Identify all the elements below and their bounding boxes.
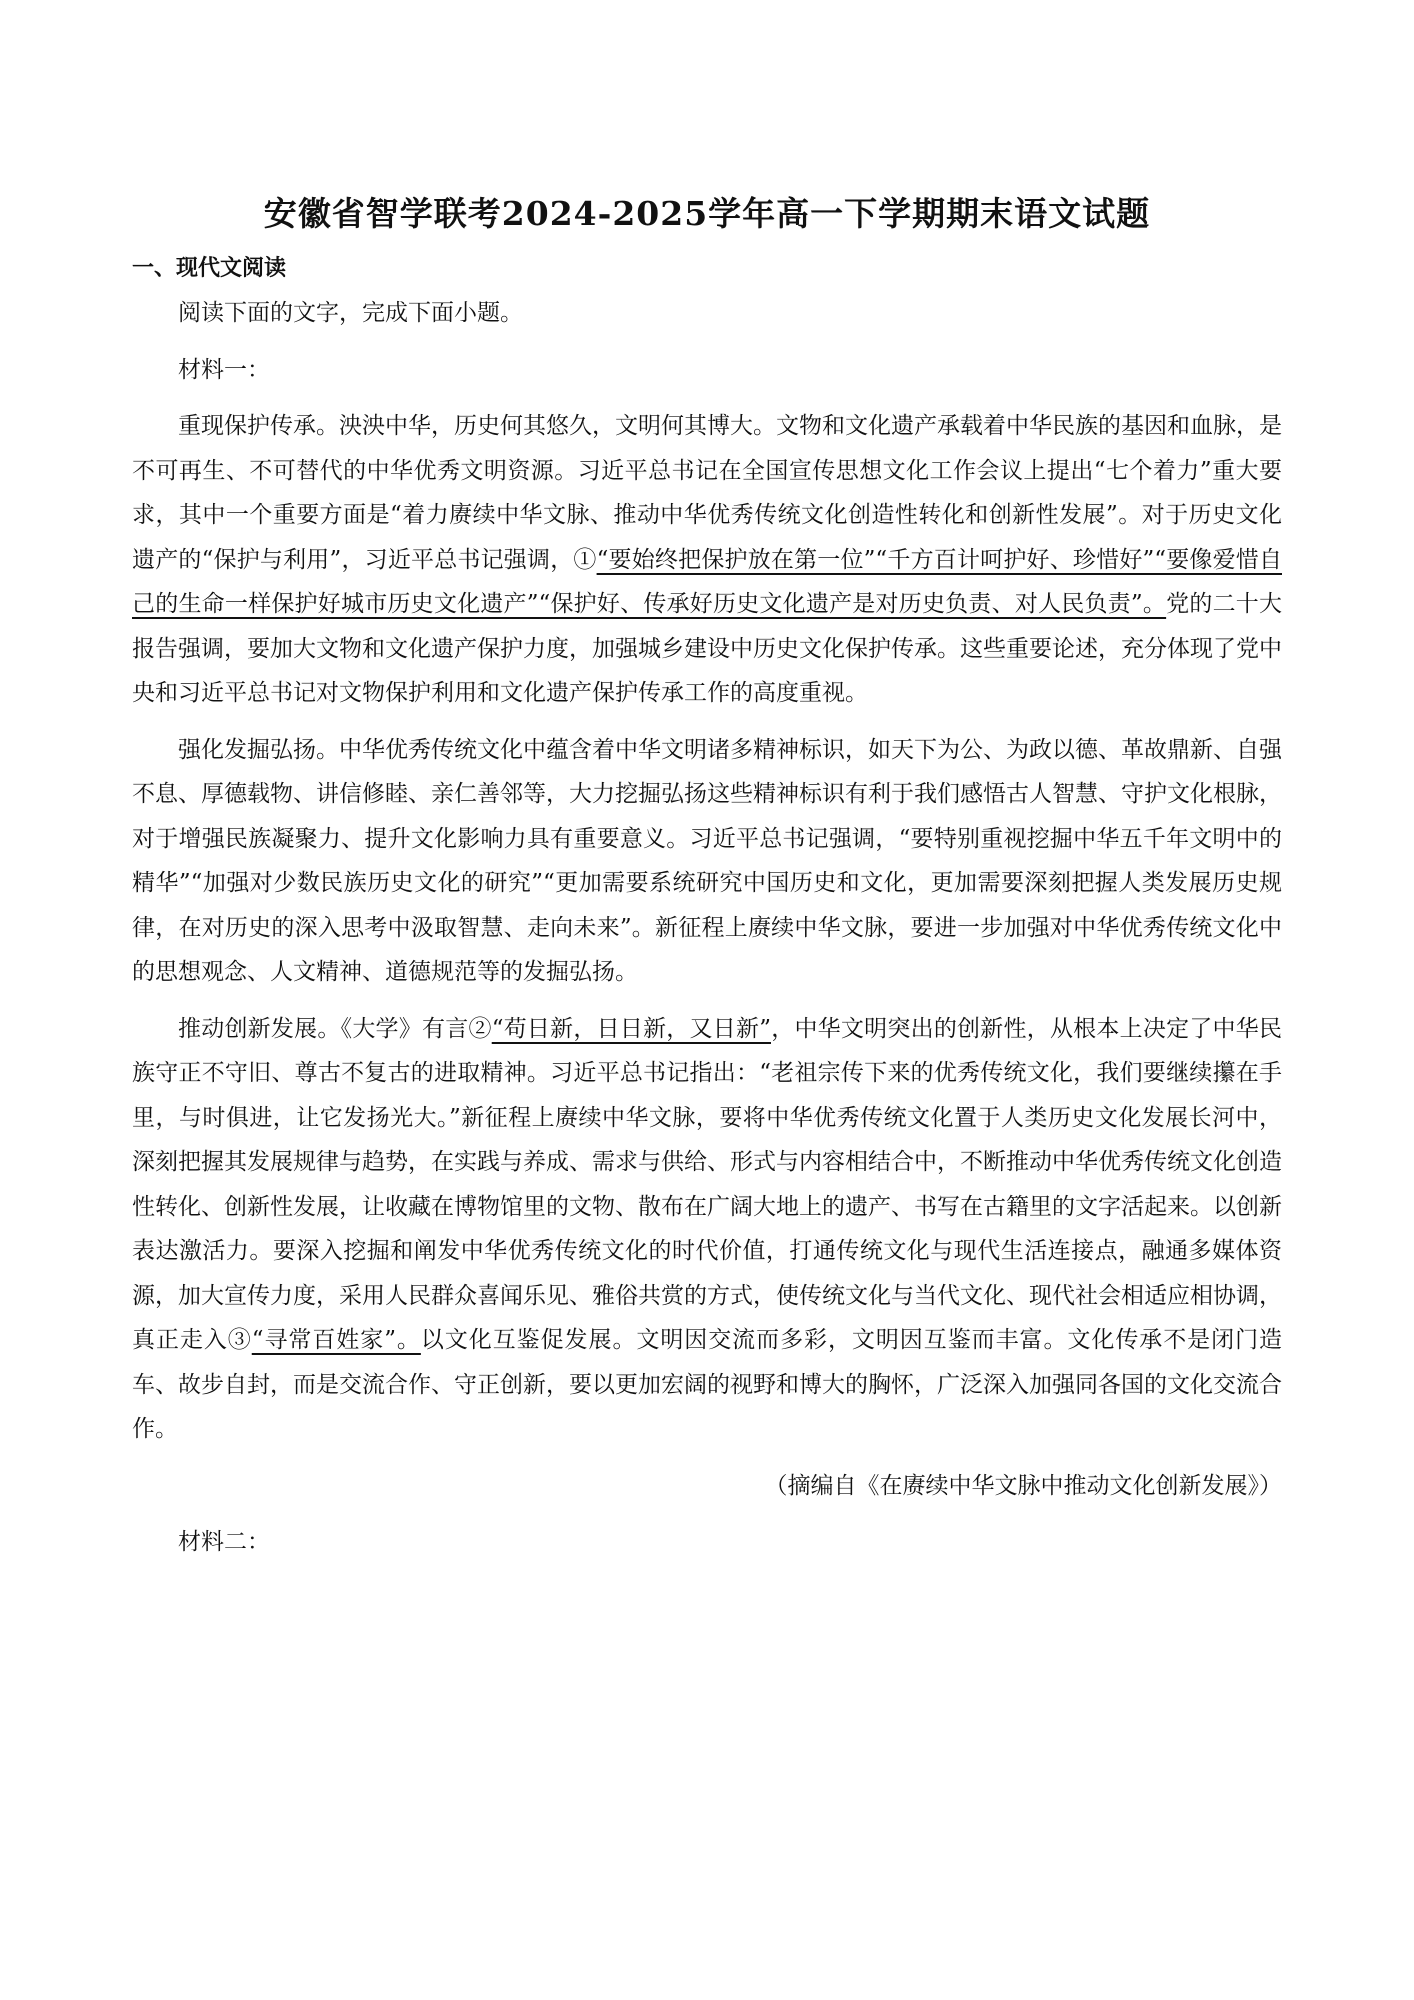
material-two-label: 材料二： [178,1529,270,1555]
document-title: 安徽省智学联考2024-2025学年高一下学期期末语文试题 [263,194,1151,233]
instruction: 阅读下面的文字，完成下面小题。 [178,300,523,326]
source-citation: （摘编自《在赓续中华文脉中推动文化创新发展》） [764,1472,1282,1499]
paragraph-innovation: 推动创新发展。《大学》有言②“苟日新，日日新，又日新”，中华文明突出的创新性，从根本上决定了中华民族守正不守旧、尊古不复古的进取精神。习近平总书记指出：“老祖宗传下来的优秀传统文化，我们要继续攥在手里，与时俱进，让它发扬光大。”新征程上赓续中华文脉，要将中华优秀传统文化置于人类历史文化发展长河中，深刻把握其发展规律与趋势，在实践与养成、需求与供给、形式与内容相结合中，不断推动中华优秀传统文化创造性转化、创新性发展，让收藏在博物馆里的文物、散布在广阔大地上的遗产、书写在古籍里的文字活起来。以创新表达激活力。要深入挖掘和阐发中华优秀传统文化的时代价值，打通传统文化与现代生活连接点，融通多媒体资源，加大宣传力度，采用人民群众喜闻乐见、雅俗共赏的方式，使传统文化与当代文化、现代社会相适应相协调，真正走入③“寻常百姓家”。以文化互鉴促发展。文明因交流而多彩，文明因互鉴而丰富。文化传承不是闭门造车、故步自封，而是交流合作、守正创新，要以更加宏阔的视野和博大的胸怀，广泛深入加强同各国的文化交流合作。 [132,1015,1283,1442]
annotation-mark-2: ② [468,1015,492,1042]
section-heading: 一、现代文阅读 [132,255,287,281]
paragraph-protection: 重现保护传承。泱泱中华，历史何其悠久，文明何其博大。文物和文化遗产承载着中华民族的基因和血脉，是不可再生、不可替代的中华优秀文明资源。习近平总书记在全国宣传思想文化工作会议上提出“七个着力”重大要求，其中一个重要方面是“着力赓续中华文脉、推动中华优秀传统文化创造性转化和创新性发展”。对于历史文化遗产的“保护与利用”，习近平总书记强调，①“要始终把保护放在第一位”“千方百计呵护好、珍惜好”“要像爱惜自己的生命一样保护好城市历史文化遗产”“保护好、传承好历史文化遗产是对历史负责、对人民负责”。党的二十大报告强调，要加大文物和文化遗产保护力度，加强城乡建设中历史文化保护传承。这些重要论述，充分体现了党中央和习近平总书记对文物保护利用和文化遗产保护传承工作的高度重视。 [132,413,1282,706]
underlined-quote-3: “寻常百姓家”。 [251,1327,421,1353]
annotation-mark-1: ① [573,546,597,573]
underlined-quote-2: “苟日新，日日新，又日新” [491,1015,771,1042]
paragraph-excavation: 强化发掘弘扬。中华优秀传统文化中蕴含着中华文明诸多精神标识，如天下为公、为政以德、革故鼎新、自强不息、厚德载物、讲信修睦、亲仁善邻等，大力挖掘弘扬这些精神标识有利于我们感悟古人智慧、守护文化根脉，对于增强民族凝聚力、提升文化影响力具有重要意义。习近平总书记强调，“要特别重视挖掘中华五千年文明中的精华”“加强对少数民族历史文化的研究”“更加需要系统研究中国历史和文化，更加需要深刻把握人类发展历史规律，在对历史的深入思考中汲取智慧、走向未来”。新征程上赓续中华文脉，要进一步加强对中华优秀传统文化中的思想观念、人文精神、道德规范等的发掘弘扬。 [132,736,1282,985]
underlined-quote-1: “要始终把保护放在第一位”“千方百计呵护好、珍惜好”“要像爱惜自己的生命一样保护好城市历史文化遗产”“保护好、传承好历史文化遗产是对历史负责、对人民负责”。 [132,546,1282,617]
material-one-label: 材料一： [178,356,270,383]
passage-body [132,291,1282,1565]
annotation-mark-3: ③ [227,1327,252,1353]
